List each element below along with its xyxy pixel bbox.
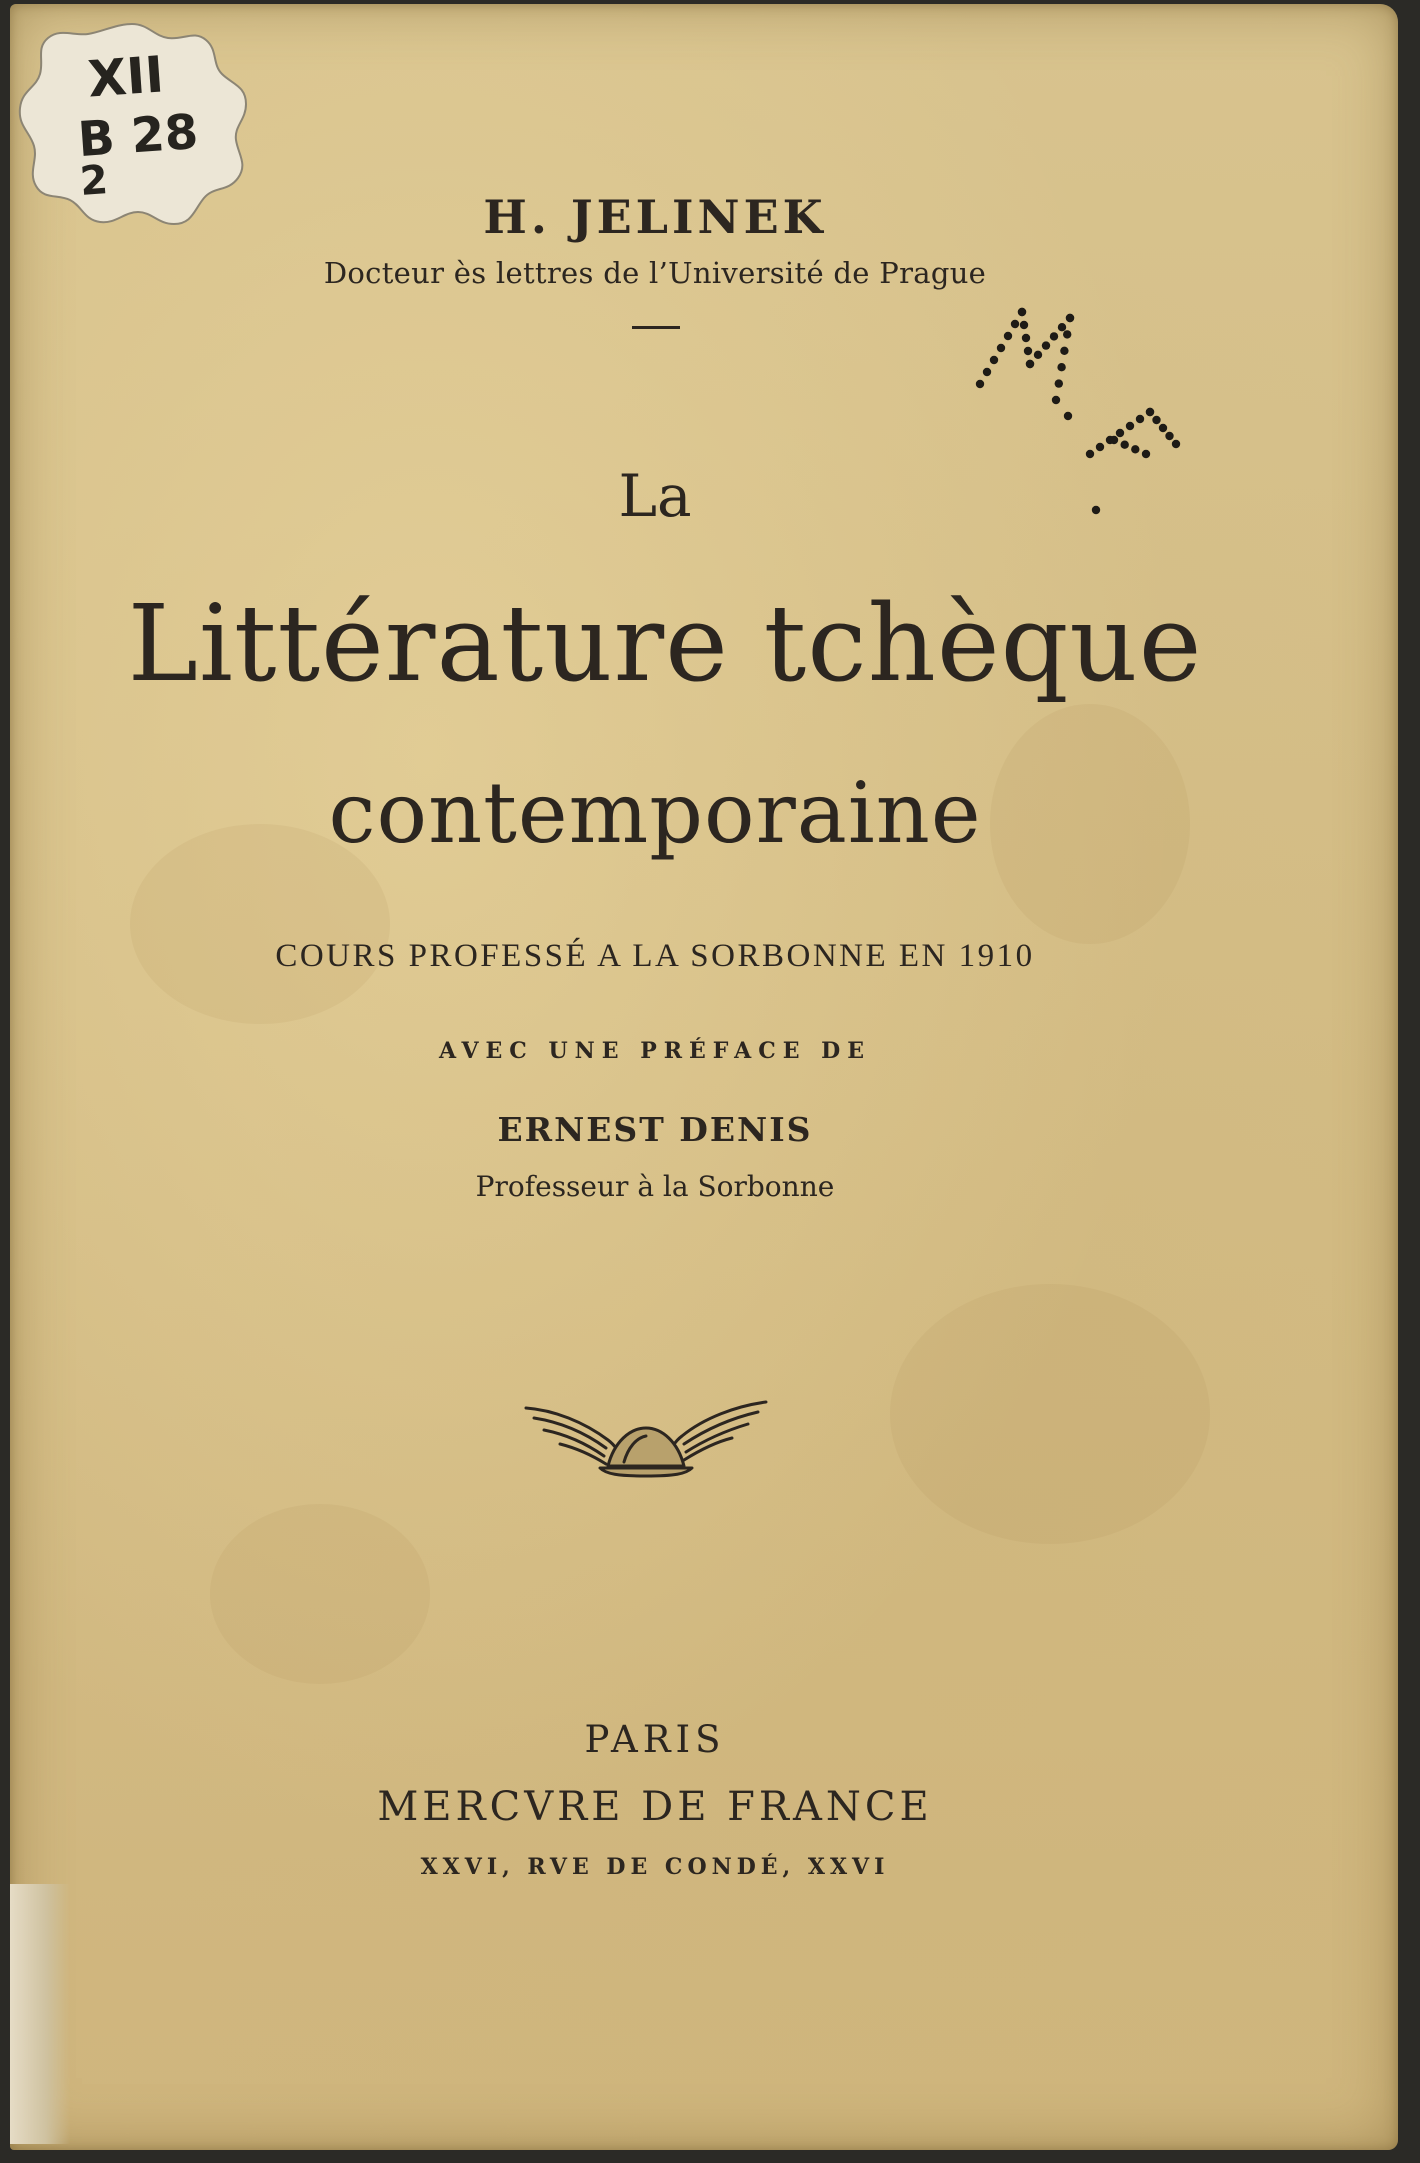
winged-helmet-icon — [524, 1396, 768, 1478]
perforation-hole — [1064, 412, 1072, 420]
paper-stain — [210, 1504, 430, 1684]
perforation-hole — [976, 380, 984, 388]
imprint-city: PARIS — [584, 1718, 726, 1761]
perforation-hole — [1060, 347, 1068, 355]
title-main: Littérature tchèque — [127, 582, 1203, 705]
perforation-hole — [1024, 347, 1032, 355]
perforation-hole — [1152, 416, 1160, 424]
perforation-hole — [1172, 440, 1180, 448]
perforation-hole — [1034, 351, 1042, 359]
torn-edge — [10, 1884, 70, 2144]
shelf-mark-line-3: 2 — [78, 157, 110, 205]
perforation-hole — [1011, 320, 1019, 328]
shelf-mark-line-2: B 28 — [76, 103, 200, 169]
perforation-hole — [1042, 341, 1050, 349]
preface-label: AVEC UNE PRÉFACE DE — [439, 1038, 871, 1064]
perforation-hole — [1142, 450, 1150, 458]
perforation-hole — [1004, 332, 1012, 340]
perforation-hole — [1052, 396, 1060, 404]
perforation-hole — [1022, 334, 1030, 342]
preface-author-title: Professeur à la Sorbonne — [475, 1170, 835, 1203]
perforation-hole — [1096, 443, 1104, 451]
perforation-hole — [1110, 436, 1118, 444]
perforation-hole — [1058, 323, 1066, 331]
title-divider — [632, 326, 680, 329]
imprint-address: XXVI, RVE DE CONDÉ, XXVI — [420, 1854, 890, 1880]
preface-author: ERNEST DENIS — [497, 1110, 813, 1149]
perforation-hole — [1020, 321, 1028, 329]
paper-stain — [890, 1284, 1210, 1544]
author-name: H. JELINEK — [483, 190, 827, 244]
perforation-hole — [990, 356, 998, 364]
perforation-hole — [1165, 432, 1173, 440]
perforation-hole — [1063, 330, 1071, 338]
course-line: COURS PROFESSÉ A LA SORBONNE EN 1910 — [275, 938, 1035, 974]
perforation-hole — [1050, 332, 1058, 340]
perforation-hole — [1131, 445, 1139, 453]
perforation-hole — [1146, 408, 1154, 416]
winged-helmet-emblem — [524, 1396, 768, 1478]
perforation-hole — [1057, 363, 1065, 371]
title-article: La — [618, 462, 692, 530]
shelf-mark-line-1: XII — [86, 45, 166, 109]
perforation-hole — [1055, 379, 1063, 387]
perforation-hole — [1121, 441, 1129, 449]
book-cover — [10, 4, 1398, 2150]
perforation-hole — [997, 344, 1005, 352]
author-credential: Docteur ès lettres de l’Université de Prague — [323, 256, 987, 290]
perforation-hole — [1116, 429, 1124, 437]
perforation-hole — [983, 368, 991, 376]
perforation-hole — [1026, 360, 1034, 368]
perforation-hole — [1159, 424, 1167, 432]
perforation-hole — [1066, 314, 1074, 322]
title-subtitle: contemporaine — [328, 764, 982, 862]
imprint-publisher: MERCVRE DE FRANCE — [377, 1784, 933, 1830]
perforation-hole — [1086, 450, 1094, 458]
perforation-hole — [1136, 415, 1144, 423]
perforation-hole — [1126, 422, 1134, 430]
perforation-hole — [1018, 308, 1026, 316]
